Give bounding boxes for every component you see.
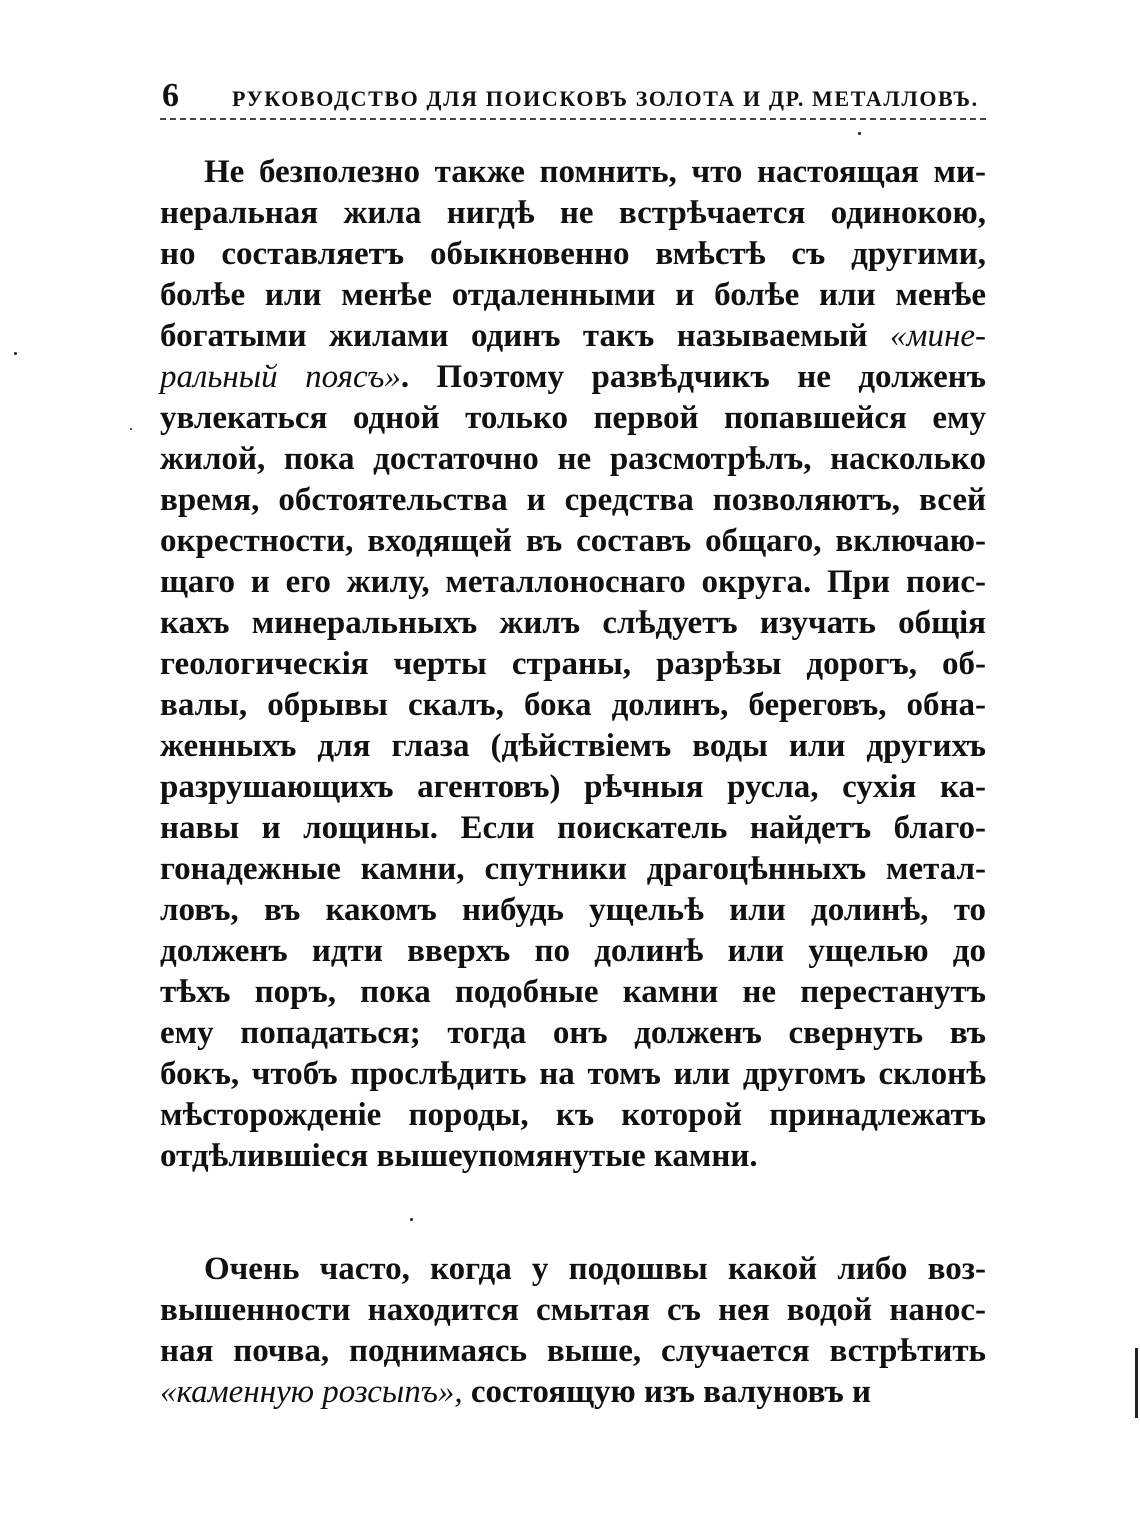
text-line (160, 603, 986, 644)
line-text: ная почва, поднимаясь выше, случается встрѣтить (160, 1333, 986, 1369)
text-line (160, 398, 986, 439)
text-line (160, 644, 986, 685)
margin-speck (410, 1218, 413, 1221)
text-line (160, 767, 986, 808)
line-text: мѣсторожденіе породы, къ которой принадлежатъ (160, 1097, 986, 1133)
text-line (160, 1290, 986, 1331)
line-text: окрестности, входящей въ составъ общаго, включаю- (160, 523, 986, 559)
text-line (160, 521, 986, 562)
scan-edge-mark (1135, 1348, 1138, 1418)
italic-term: «мине- (889, 318, 986, 354)
italic-term: ральный поясъ» (160, 359, 401, 395)
margin-speck (14, 352, 17, 355)
line-text: жилой, пока достаточно не разсмотрѣлъ, насколько (160, 441, 986, 477)
line-text: но составляетъ обыкновенно вмѣстѣ съ другими, (160, 236, 986, 272)
line-text: валы, обрывы скалъ, бока долинъ, береговъ, обна- (160, 687, 986, 723)
line-text: увлекаться одной только первой попавшейся ему (160, 400, 986, 436)
text-line (160, 357, 986, 398)
text-line (160, 275, 986, 316)
paragraph-gap (160, 1177, 986, 1249)
text-line (160, 808, 986, 849)
line-text: неральная жила нигдѣ не встрѣчается одинокою, (160, 195, 986, 231)
line-text: Очень часто, когда у подошвы какой либо воз- (204, 1251, 986, 1287)
running-title: РУКОВОДСТВО ДЛЯ ПОИСКОВЪ ЗОЛОТА И ДР. МЕТАЛЛОВЪ. (232, 86, 979, 111)
text-line (160, 890, 986, 931)
header-rule (160, 118, 986, 120)
margin-speck (130, 428, 132, 430)
italic-term: «каменную розсыпъ», (160, 1374, 463, 1410)
text-line (160, 1054, 986, 1095)
line-text: бокъ, чтобъ прослѣдить на томъ или другомъ склонѣ (160, 1056, 986, 1092)
text-line (160, 1013, 986, 1054)
line-text: разрушающихъ агентовъ) рѣчныя русла, сухія ка- (160, 769, 986, 805)
text-line (160, 1331, 986, 1372)
text-line (160, 1095, 986, 1136)
line-text: долженъ идти вверхъ по долинѣ или ущелью до (160, 933, 986, 969)
text-line (160, 1372, 986, 1413)
line-text: болѣе или менѣе отдаленными и болѣе или менѣе (160, 277, 986, 313)
line-text: ловъ, въ какомъ нибудь ущельѣ или долинѣ, то (160, 892, 986, 928)
line-text: женныхъ для глаза (дѣйствіемъ воды или другихъ (160, 728, 986, 764)
line-text: время, обстоятельства и средства позволяютъ, всей (160, 482, 986, 518)
page-header (160, 72, 986, 120)
text-line (160, 1249, 986, 1290)
line-text: состоящую изъ валуновъ и (462, 1374, 872, 1410)
line-text: тѣхъ поръ, пока подобные камни не перестанутъ (160, 974, 986, 1010)
text-line (160, 234, 986, 275)
margin-speck (858, 132, 861, 135)
line-text: Не безполезно также помнить, что настоящая ми- (204, 154, 986, 190)
line-text: вышенности находится смытая съ нея водой нанос- (160, 1292, 986, 1328)
text-line (160, 849, 986, 890)
paragraph-1 (160, 152, 986, 1177)
text-line (160, 316, 986, 357)
text-line (160, 1136, 986, 1177)
text-line (160, 439, 986, 480)
text-line (160, 972, 986, 1013)
paragraph-2 (160, 1249, 986, 1413)
line-text: щаго и его жилу, металлоноснаго округа. При поис- (160, 564, 986, 600)
body-text (160, 152, 986, 1413)
line-text: гонадежные камни, спутники драгоцѣнныхъ метал- (160, 851, 986, 887)
line-text: богатыми жилами одинъ такъ называемый (160, 318, 890, 354)
line-text: геологическія черты страны, разрѣзы дорогъ, об- (160, 646, 986, 682)
text-line (160, 480, 986, 521)
line-text: навы и лощины. Если поискатель найдетъ благо- (160, 810, 986, 846)
line-text: ему попадаться; тогда онъ долженъ свернуть въ (160, 1015, 986, 1051)
text-line (160, 152, 986, 193)
line-text: кахъ минеральныхъ жилъ слѣдуетъ изучать общія (160, 605, 986, 641)
text-line (160, 726, 986, 767)
line-text: отдѣлившіеся вышеупомянутые камни. (160, 1138, 758, 1174)
text-line (160, 562, 986, 603)
text-line (160, 193, 986, 234)
page-number: 6 (162, 77, 179, 114)
text-line (160, 685, 986, 726)
text-line (160, 931, 986, 972)
line-text: . Поэтому развѣдчикъ не долженъ (400, 359, 987, 395)
